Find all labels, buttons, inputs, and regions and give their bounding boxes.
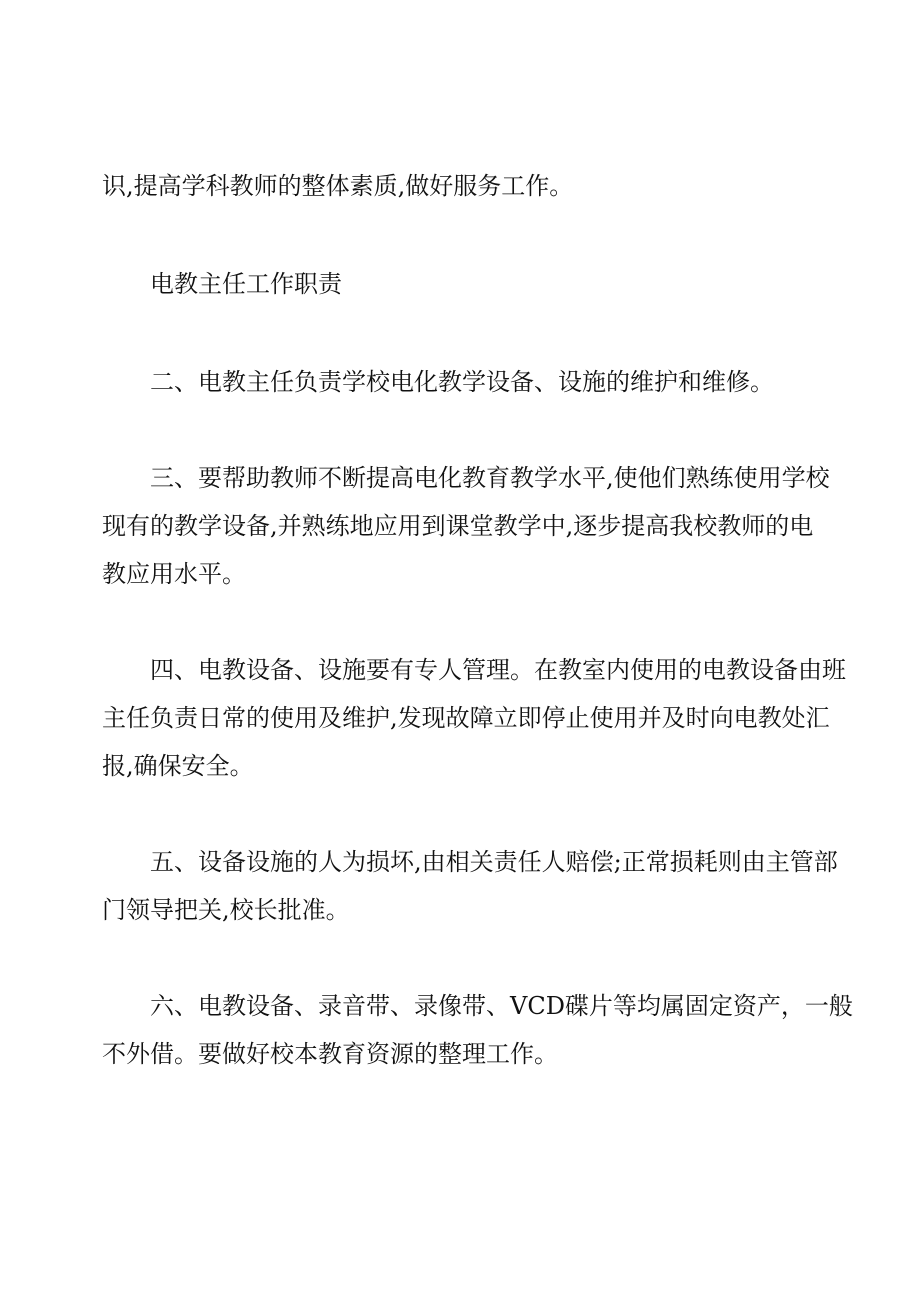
paragraph-continuation-line: 识,提高学科教师的整体素质,做好服务工作。 [102,172,574,200]
paragraph-5-line-1: 五、设备设施的人为损坏,由相关责任人赔偿;正常损耗则由主管部 [150,848,838,876]
paragraph-3-line-2: 现有的教学设备,并熟练地应用到课堂教学中,逐步提高我校教师的电 [102,512,814,540]
paragraph-2-line-1: 二、电教主任负责学校电化教学设备、设施的维护和维修。 [150,368,774,396]
paragraph-4-line-2: 主任负责日常的使用及维护,发现故障立即停止使用并及时向电教处汇 [102,704,830,732]
paragraph-6-line-1: 六、电教设备、录音带、录像带、VCD碟片等均属固定资产，一般 [150,992,853,1020]
paragraph-3-line-3: 教应用水平。 [102,560,246,588]
section-heading: 电教主任工作职责 [150,270,342,298]
paragraph-6-line-2: 不外借。要做好校本教育资源的整理工作。 [102,1040,558,1068]
paragraph-5-line-2: 门领导把关,校长批准。 [102,896,350,924]
paragraph-3-line-1: 三、要帮助教师不断提高电化教育教学水平,使他们熟练使用学校 [150,464,830,492]
paragraph-4-line-3: 报,确保安全。 [102,752,254,780]
paragraph-4-line-1: 四、电教设备、设施要有专人管理。在教室内使用的电教设备由班 [150,656,846,684]
